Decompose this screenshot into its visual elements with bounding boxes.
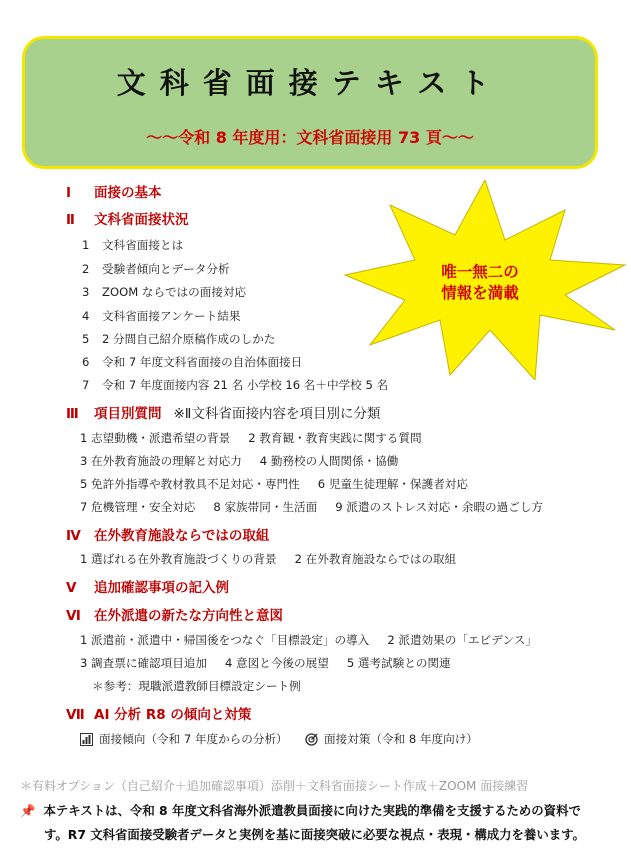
list-row: 1 選ばれる在外教育施設づくりの背景 2 在外教育施設ならではの取組 <box>80 552 457 566</box>
section-label: 項目別質問 <box>94 406 162 422</box>
ai-item-strategy: 面接対策（令和 8 年度向け） <box>324 732 478 746</box>
page-subtitle: ～～令和 8 年度用：文科省面接用 73 頁～～ <box>146 128 474 147</box>
title-box <box>22 36 598 169</box>
ai-items-row <box>80 731 478 747</box>
pushpin-icon: 📌 <box>20 803 36 818</box>
bar-chart-icon <box>80 733 93 746</box>
option-note: ＊有料オプション（自己紹介＋追加確認事項）添削＋文科省面接シート作成＋ZOOM 面接練習 <box>20 779 529 793</box>
list-row: 7 危機管理・安全対応 8 家族帯同・生活面 9 派遣のストレス対応・余暇の過ごし方 <box>80 500 544 514</box>
section-number: Ⅳ <box>66 528 81 544</box>
section-7-heading <box>66 703 251 723</box>
list-item: 4 文科省面接アンケート結果 <box>82 309 241 323</box>
reference-note: ＊参考：現職派遣教師目標設定シート例 <box>92 679 301 693</box>
description-line-1: 📌 本テキストは、令和 8 年度文科省海外派遣教員面接に向けた実践的準備を支援するための資料で <box>20 803 581 818</box>
section-note: ※Ⅱ文科省面接内容を項目別に分類 <box>173 406 381 422</box>
list-row: 1 志望動機・派遣希望の背景 2 教育観・教育実践に関する質問 <box>80 431 422 445</box>
description-line-2: す。R7 文科省面接受験者データと実例を基に面接突破に必要な視点・表現・構成力を養います。 <box>44 827 585 842</box>
section-5-heading <box>66 576 229 596</box>
target-icon <box>305 733 318 746</box>
section-number: Ⅵ <box>66 608 81 624</box>
list-item: 7 令和 7 年度面接内容 21 名 小学校 16 名＋中学校 5 名 <box>82 378 389 392</box>
section-6-heading <box>66 604 283 624</box>
list-row: 5 免許外指導や教材教具不足対応・専門性 6 児童生徒理解・保護者対応 <box>80 477 468 491</box>
list-item: 5 2 分間自己紹介原稿作成のしかた <box>82 332 276 346</box>
page-title: 文科省面接テキスト <box>116 66 504 100</box>
section-4-heading <box>66 524 269 544</box>
section-number: Ⅲ <box>66 406 79 422</box>
section-1-heading <box>66 181 162 201</box>
starburst-line-1: 唯一無二の <box>441 263 519 281</box>
starburst-line-2: 情報を満載 <box>441 284 519 302</box>
section-number: Ⅴ <box>66 580 77 596</box>
list-row: 1 派遣前・派遣中・帰国後をつなぐ「目標設定」の導入 2 派遣効果の「エビデンス」 <box>80 633 537 647</box>
section-label: AI 分析 R8 の傾向と対策 <box>94 707 252 723</box>
section-label: 在外教育施設ならではの取組 <box>94 528 270 544</box>
starburst-text <box>410 262 550 304</box>
section-label: 追加確認事項の記入例 <box>94 580 229 596</box>
section-number: Ⅶ <box>66 707 85 723</box>
list-item: 3 ZOOM ならではの面接対応 <box>82 285 247 299</box>
section-2-heading <box>66 208 189 228</box>
list-item: 1 文科省面接とは <box>82 238 184 252</box>
list-item: 6 令和 7 年度文科省面接の自治体面接日 <box>82 355 303 369</box>
section-3-heading <box>66 402 380 422</box>
section-label: 在外派遣の新たな方向性と意図 <box>94 608 283 624</box>
section-number: Ⅰ <box>66 185 72 201</box>
ai-item-trend: 面接傾向（令和 7 年度からの分析） <box>99 732 288 746</box>
section-label: 面接の基本 <box>94 185 162 201</box>
list-row: 3 在外教育施設の理解と対応力 4 勤務校の人間関係・協働 <box>80 454 399 468</box>
section-number: Ⅱ <box>66 212 75 228</box>
section-label: 文科省面接状況 <box>94 212 189 228</box>
list-item: 2 受験者傾向とデータ分析 <box>82 262 230 276</box>
list-row: 3 調査票に確認項目追加 4 意図と今後の展望 5 選考試験との関連 <box>80 656 451 670</box>
